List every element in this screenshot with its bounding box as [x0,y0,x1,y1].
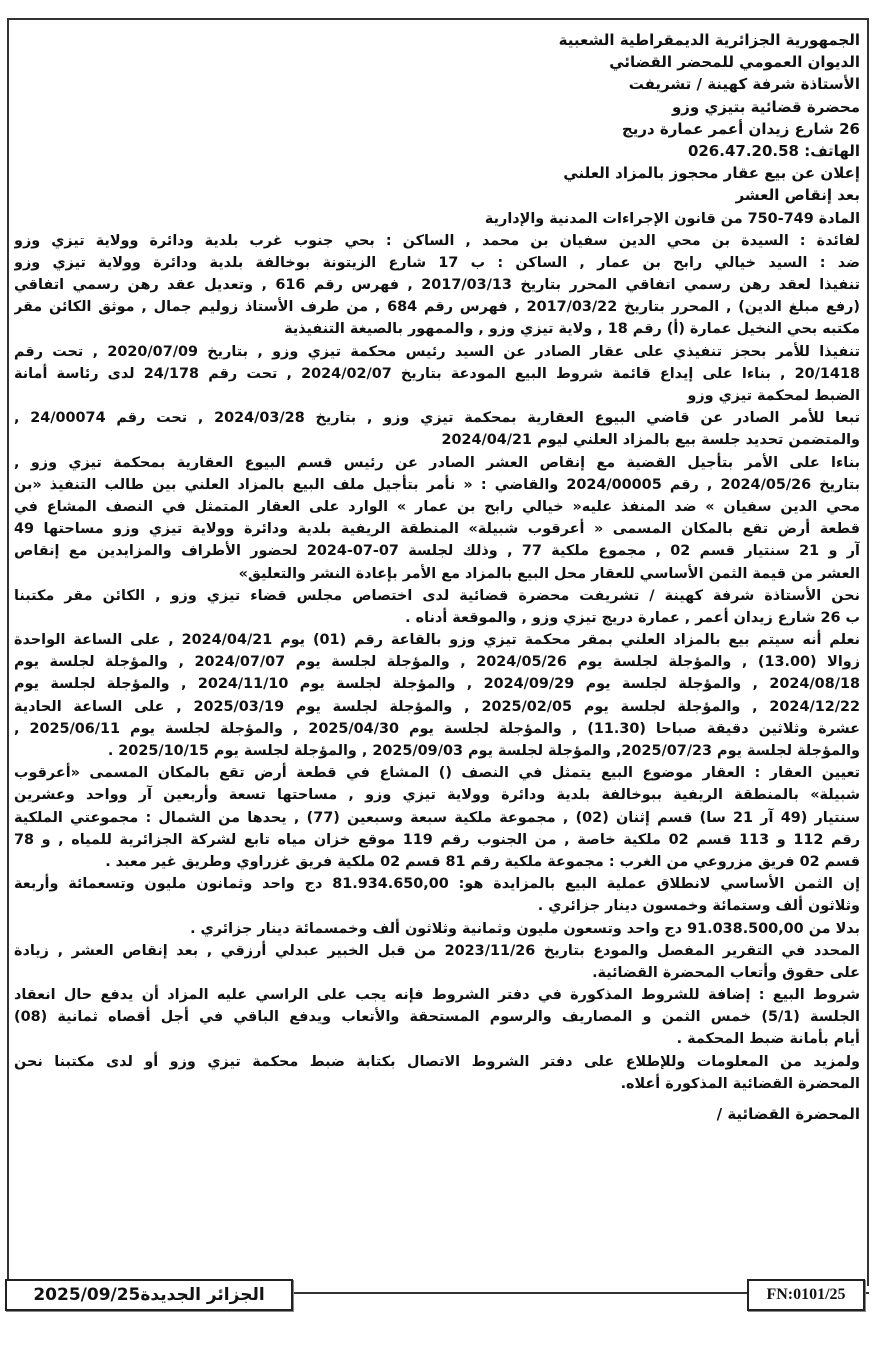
body-line: زوالا (13.00) , والمؤجلة لجلسة يوم 2024/05/26 , والمؤجلة لجلسة يوم 2024/07/07 , والمؤجلة لجلسة يوم [14,654,860,671]
body-line: المحدد في التقرير المفصل والمودع بتاريخ 2023/11/26 من قبل الخبير عبدلي أرزقي , بعد إنقاص العشر , زيادة [14,942,860,959]
body-line: الجلسة (5/1) خمس الثمن و المصاريف والرسوم المستحقة والأتعاب ويدفع الباقي في أجل أقصاه ثمانية (08) [14,1009,860,1026]
body-line: 2024/08/18 , والمؤجلة لجلسة يوم 2024/09/29 , والمؤجلة لجلسة يوم 2024/11/10 , والمؤجلة لجلسة يوم [14,676,860,693]
body-line: تنفيذا لعقد رهن رسمي اتفاقي المحرر بتاريخ 2017/03/13 , فهرس رقم 616 , وتعديل عقد رهن رسمي اتفاقي [14,277,860,294]
body-line: شبيلة» بالمنطقة الريفية ببوخالفة بلدية ودائرة وولاية تيزي وزو , مساحتها تسعة وأربعين آر وواحد وعشرين [14,787,860,804]
body-line: أيام بأمانة ضبط المحكمة . [676,1031,860,1048]
body-line: (رفع مبلغ الدين) , المحرر بتاريخ 2017/03/22 , فهرس رقم 684 , من طرف الأستاذ زوليم جمال , موثق الكائن مقر [14,299,860,316]
header-line-phone: الهاتف: 026.47.20.58 [687,141,860,160]
body-line: والمتضمن تحديد جلسة بيع بالمزاد العلني ليوم 2024/04/21 [441,432,860,449]
body-line: 20/1418 , بناءا على إيداع قائمة شروط البيع المودعة بتاريخ 2024/02/07 , تحت رقم 24/178 لدى رئاسة أمانة [14,365,860,382]
signature-label: المحضرة القضائية / [716,1105,860,1123]
notice-subtitle: بعد إنقاص العشر [735,186,860,205]
body-line: تعيين العقار : العقار موضوع البيع يتمثل في النصف () المشاع في قطعة أرض تقع بالمكان المسمى «أعرقوب [14,765,860,782]
header-line-bailiff-title: محضرة قضائية بتيزي وزو [671,97,860,116]
body-line: رقم 112 و 113 قسم 02 ملكية خاصة , من الجنوب رقم 119 موقع خزان مياه تابع لشركة الجزائرية للمياه , و 78 [14,831,860,848]
publication-stamp: الجزائر الجديدة2025/09/25 [5,1279,293,1311]
body-line: سنتيار (49 آر 21 سا) قسم إثنان (02) , مجموعة ملكية سبعة وسبعين (77) , يحدها من الشمال : مجموعتي الملكية [14,809,860,826]
body-line: المحضرة القضائية المذكورة أعلاه. [620,1075,860,1092]
body-line: ضد : السيد خيالي رابح بن عمار , الساكن : ب 17 شارع الزيتونة بوخالفة بلدية ودائرة وولاية تيزي وزو [14,254,860,271]
body-line: ب 26 شارع زيدان أعمر , عمارة دريج تيزي وزو , والموقعة أدناه . [405,609,860,626]
body-line: تبعا للأمر الصادر عن قاضي البيوع العقارية بمحكمة تيزي وزو , بتاريخ 2024/03/28 , تحت رقم 24/00074 , [14,410,860,427]
legal-notice [14,30,860,1125]
body-line: تنفيذا للأمر بحجز تنفيذي على عقار الصادر عن السيد رئيس محكمة تيزي وزو , بتاريخ 2020/07/09 , تحت رقم [14,343,860,360]
body-line: ولمزيد من المعلومات وللإطلاع على دفتر الشروط الاتصال بكتابة ضبط محكمة تيزي وزو أو لدى مكتبنا نحن [14,1053,860,1070]
body-line: بناءا على الأمر بتأجيل القضية مع إنقاص العشر الصادر عن رئيس قسم البيوع العقارية بمحكمة تيزي وزو , [14,454,860,471]
header-line-office: الديوان العمومي للمحضر القضائي [609,53,860,72]
body-line: والمؤجلة لجلسة يوم 2025/07/23, والمؤجلة لجلسة يوم 2025/09/03 , والمؤجلة لجلسة يوم 2025/10/15 . [107,743,860,759]
body-line: بتاريخ 2024/05/26 , رقم 2024/00005 والقاضي : « نأمر بتأجيل ملف البيع بالمزاد العلني بين طالب التنفيذ «بن [14,476,860,493]
body-line: مكتبه بحي النخيل عمارة (أ) رقم 18 , ولاية تيزي وزو , والممهور بالصيغة التنفيذية [284,321,860,338]
body-line: العشر من قيمة الثمن الأساسي للعقار محل البيع بالمزاد مع الأمر بإعادة النشر والتعليق» [238,565,860,582]
notice-legal-article: المادة 749-750 من قانون الإجراءات المدنية والإدارية [484,210,860,227]
body-line: قطعة أرض تقع بالمكان المسمى « أعرقوب شبيلة» المنطقة الريفية بلدية ودائرة وولاية تيزي وزو مساحتها 49 [14,521,860,538]
notice-body [14,230,860,1095]
notice-title: إعلان عن بيع عقار محجوز بالمزاد العلني [563,164,860,183]
file-number-badge: FN:0101/25 [747,1279,865,1311]
body-line: إن الثمن الأساسي لانطلاق عملية البيع بالمزايدة هو: 81.934.650,00 دج واحد وثمانون مليون وتسعمائة وأربعة [14,876,860,893]
body-line: بدلا من 91.038.500,00 دج واحد وتسعون مليون وثمانية وثلاثون ألف وخمسمائة دينار جزائري . [190,920,860,937]
body-line: قسم 02 فريق مزروعي من الغرب : مجموعة ملكية رقم 81 قسم 02 ملكية فريق غزراوي وطريق غير معبد . [105,853,860,870]
body-line: نعلم أنه سيتم بيع بالمزاد العلني بمقر محكمة تيزي وزو بالقاعة رقم (01) يوم 2024/04/21 , على الساعة الواحدة [14,632,860,649]
body-line: نحن الأستاذة شرفة كهينة / تشريفت محضرة قضائية لدى اختصاص مجلس قضاء تيزي وزو , الكائن مقر مكتبنا [14,587,860,604]
body-line: شروط البيع : إضافة للشروط المذكورة في دفتر الشروط فإنه يجب على الراسي عليه المزاد أن يدفع حال انعقاد [14,987,860,1004]
body-line: آر و 21 سنتيار قسم 02 , مجموع ملكية 77 , وذلك لجلسة 07-07-2024 لحضور الأطراف والمزايدين مع إنقاص [14,543,860,560]
body-line: وثلاثون ألف وستمائة وخمسون دينار جزائري . [537,898,860,915]
header-line-republic: الجمهورية الجزائرية الديمقراطية الشعبية [558,31,860,49]
header-line-bailiff-name: الأستاذة شرفة كهينة / تشريفت [628,75,860,94]
body-line: لفائدة : السيدة بن محي الدين سفيان بن محمد , الساكن : بحي جنوب غرب بلدية ودائرة وولاية تيزي وزو [14,232,860,249]
body-line: الضبط لمحكمة تيزي وزو [687,388,860,404]
body-line: محي الدين سفيان » ضد المنفذ عليه« خيالي رابح بن عمار » الوارد على العقار المتمثل في النصف المشاع في [14,498,860,515]
body-line: عشرة وثلاثين دقيقة صباحا (11.30) , والمؤجلة لجلسة يوم 2025/04/30 , والمؤجلة لجلسة يوم 2025/06/11 , [14,720,860,737]
header-line-address: 26 شارع زيدان أعمر عمارة دريج [621,119,860,138]
body-line: على حقوق وأتعاب المحضرة القضائية. [592,964,860,981]
body-line: 2024/12/22 , والمؤجلة لجلسة يوم 2025/02/05 , والمؤجلة لجلسة يوم 2025/03/19 , على الساعة الحادية [14,698,860,715]
